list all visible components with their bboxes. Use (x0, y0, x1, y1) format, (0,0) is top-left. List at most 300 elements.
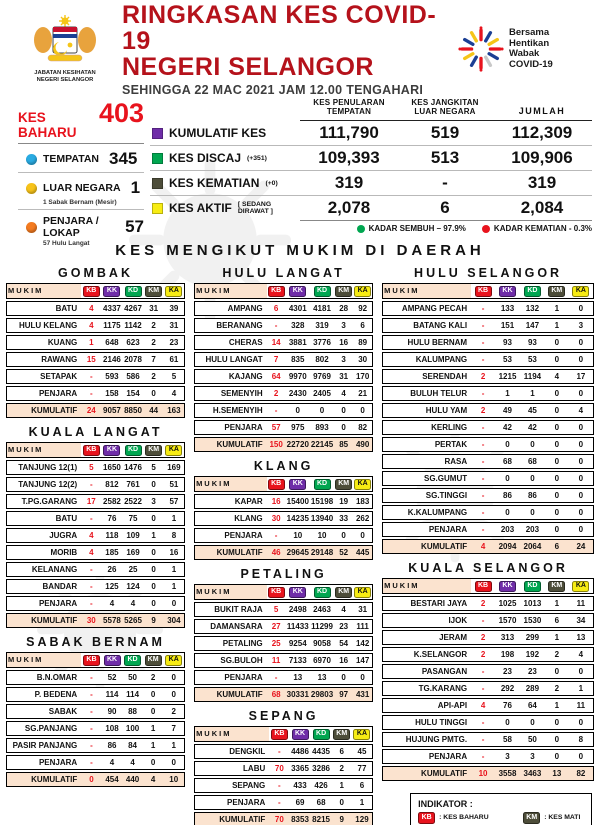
value-cell: 1 (545, 318, 569, 333)
mukim-name: SG.BULOH (194, 653, 267, 668)
indicator-chip-kk: KK (103, 445, 120, 457)
indicator-chip-kk: KK (499, 286, 516, 298)
value-cell: 0 (144, 477, 164, 492)
mukim-name: SERENDAH (382, 369, 471, 384)
value-cell: 30 (81, 613, 101, 628)
kumulatif-label: KUMULATIF (382, 539, 471, 554)
value-cell: 88 (122, 704, 143, 719)
district-table (6, 650, 185, 789)
value-cell: 30 (353, 352, 373, 367)
value-cell: - (81, 738, 102, 753)
value-cell: 53 (520, 352, 545, 367)
value-cell: 0 (569, 488, 594, 503)
mukim-name: BATANG KALI (382, 318, 471, 333)
poster-title-line1: RINGKASAN KES COVID-19 (122, 0, 437, 55)
value-cell: 25 (267, 636, 286, 651)
district-table (194, 582, 373, 704)
value-cell: 29645 (286, 545, 310, 560)
mukim-name: BESTARI JAYA (382, 596, 471, 611)
value-cell: 3881 (286, 335, 310, 350)
value-cell: 4 (334, 386, 353, 401)
starburst-icon (458, 26, 504, 72)
value-cell: 1 (164, 579, 185, 594)
breakdown-label: TEMPATAN (43, 153, 99, 165)
value-cell: - (81, 562, 101, 577)
value-cell: - (471, 471, 495, 486)
value-cell: 2582 (101, 494, 122, 509)
value-cell: 11433 (286, 619, 310, 634)
value-cell: 328 (286, 318, 310, 333)
value-cell: 7 (163, 721, 185, 736)
value-cell: 0 (144, 386, 164, 401)
indicator-chip-kk: KK (289, 587, 306, 599)
value-cell: 85 (334, 437, 353, 452)
value-cell: 0 (332, 795, 352, 810)
mukim-name: KELANANG (6, 562, 81, 577)
summary-col-header: KES PENULARAN TEMPATAN (300, 96, 398, 121)
mukim-row (194, 761, 373, 776)
cumulative-panel (144, 96, 592, 236)
value-cell: 16 (164, 545, 185, 560)
district-header-row (194, 584, 373, 600)
indicator-chip-kk: KK (104, 655, 121, 667)
indicator-header-cell (353, 584, 373, 600)
value-cell: 1 (352, 795, 373, 810)
summary-row-suffix: (+0) (265, 179, 278, 187)
value-cell: 0 (334, 420, 353, 435)
indicator-legend (410, 793, 592, 825)
mukim-row (194, 511, 373, 526)
value-cell: 1013 (520, 596, 545, 611)
value-cell: 9 (332, 812, 352, 825)
value-cell: 5 (164, 369, 185, 384)
poster-title-line2: NEGERI SELANGOR (122, 52, 374, 81)
mukim-row (382, 715, 594, 730)
mukim-name: KALUMPANG (382, 352, 471, 367)
mukim-header-cell: MUKIM (194, 584, 267, 600)
value-cell: 109 (122, 528, 143, 543)
value-cell: 147 (520, 318, 545, 333)
mukim-name: DENGKIL (194, 744, 269, 759)
value-cell: 3776 (310, 335, 334, 350)
indicator-header-cell (163, 652, 185, 668)
mukim-row (194, 352, 373, 367)
value-cell: 1 (545, 698, 569, 713)
value-cell: 8215 (311, 812, 332, 825)
value-cell: 5 (81, 460, 101, 475)
value-cell: 0 (286, 403, 310, 418)
value-cell: 3558 (495, 766, 520, 781)
mukim-name: HULU TINGGI (382, 715, 471, 730)
value-cell: 34 (569, 613, 594, 628)
legend-title: INDIKATOR : (418, 799, 473, 809)
value-cell: 0 (569, 505, 594, 520)
value-cell: 835 (286, 352, 310, 367)
value-cell: 0 (545, 420, 569, 435)
value-cell: 16 (334, 335, 353, 350)
value-cell: 0 (569, 335, 594, 350)
district-title: SABAK BERNAM (26, 635, 165, 649)
mukim-name: CHERAS (194, 335, 267, 350)
breakdown-item (26, 178, 144, 198)
value-cell: 3 (495, 749, 520, 764)
value-cell: 7133 (286, 653, 310, 668)
indicator-header-cell (545, 578, 569, 594)
value-cell: 11 (267, 653, 286, 668)
mukim-name: AMPANG (194, 301, 267, 316)
value-cell: 2 (143, 670, 164, 685)
indicator-chip-km: KM (548, 581, 565, 593)
mukim-row (382, 369, 594, 384)
mukim-name: PENJARA (382, 522, 471, 537)
indicator-header-cell (101, 283, 122, 299)
mukim-row (382, 681, 594, 696)
value-cell: 21 (353, 386, 373, 401)
value-cell: - (471, 318, 495, 333)
value-cell: 57 (164, 494, 185, 509)
value-cell: 2463 (310, 602, 334, 617)
value-cell: 761 (122, 477, 143, 492)
value-cell: 4 (81, 545, 101, 560)
value-cell: 2 (144, 318, 164, 333)
value-cell: 4267 (122, 301, 143, 316)
value-cell: 0 (334, 403, 353, 418)
value-cell: - (471, 664, 495, 679)
value-cell: 26 (101, 562, 122, 577)
indicator-chip-ka: KA (572, 286, 589, 298)
indicator-chip-kb: KB (83, 655, 100, 667)
value-cell: 118 (101, 528, 122, 543)
agency-name-line2: NEGERI SELANGOR (36, 76, 94, 83)
value-cell: 3365 (289, 761, 310, 776)
district-title: KUALA LANGAT (28, 425, 163, 439)
value-cell: 93 (520, 335, 545, 350)
mukim-row (382, 301, 594, 316)
mukim-row (6, 596, 185, 611)
mukim-row (382, 505, 594, 520)
legend-item (418, 812, 519, 824)
value-cell: - (269, 778, 289, 793)
value-cell: - (81, 670, 102, 685)
value-cell: 1 (143, 721, 164, 736)
value-cell: - (81, 687, 102, 702)
value-cell: 0 (163, 687, 185, 702)
kumulatif-label: KUMULATIF (6, 613, 81, 628)
value-cell: 46 (267, 545, 286, 560)
mukim-row (6, 579, 185, 594)
indicator-chip-kd: KD (314, 587, 331, 599)
indicator-chip-kd: KD (313, 729, 330, 741)
indicator-chip-kb: KB (271, 729, 288, 741)
value-cell: 11 (569, 596, 594, 611)
kumulatif-row (6, 613, 185, 628)
mukim-row (6, 687, 185, 702)
value-cell: 0 (569, 420, 594, 435)
mukim-row (194, 386, 373, 401)
mukim-name: SETAPAK (6, 369, 81, 384)
mukim-row (6, 352, 185, 367)
summary-value: 6 (440, 198, 450, 217)
summary-row-label (150, 171, 300, 196)
summary-value: 519 (398, 121, 492, 146)
breakdown-label: PENJARA / LOKAP (43, 215, 99, 239)
indicator-chip-km: KM (145, 445, 162, 457)
value-cell: 68 (311, 795, 332, 810)
value-cell: 1 (495, 386, 520, 401)
value-cell: 2064 (520, 539, 545, 554)
value-cell: 23 (520, 664, 545, 679)
value-cell: 86 (520, 488, 545, 503)
indicator-header-cell (81, 283, 101, 299)
value-cell: 2 (471, 369, 495, 384)
value-cell: 433 (289, 778, 310, 793)
mukim-header-cell: MUKIM (194, 283, 267, 299)
mukim-name: AMPANG PECAH (382, 301, 471, 316)
value-cell: 4181 (310, 301, 334, 316)
district-table (6, 440, 185, 630)
mukim-row (6, 545, 185, 560)
legend-square-icon (152, 203, 163, 214)
value-cell: 11 (569, 698, 594, 713)
mukim-name: JUGRA (6, 528, 81, 543)
value-cell: 9058 (310, 636, 334, 651)
value-cell: 93 (495, 335, 520, 350)
value-cell: 2430 (286, 386, 310, 401)
indicator-chip-kd: KD (125, 286, 142, 298)
value-cell: - (471, 732, 495, 747)
mukim-name: SABAK (6, 704, 81, 719)
legend-label: : KES MATI (544, 814, 581, 822)
value-cell: 29803 (310, 687, 334, 702)
district-header-row (194, 283, 373, 299)
mukim-name: SEPANG (194, 778, 269, 793)
value-cell: 6 (352, 778, 373, 793)
indicator-header-cell (334, 476, 353, 492)
value-cell: 163 (164, 403, 185, 418)
indicator-header-cell (471, 283, 495, 299)
value-cell: 10 (310, 528, 334, 543)
value-cell: 22145 (310, 437, 334, 452)
value-cell: 16 (267, 494, 286, 509)
district-title: KLANG (253, 459, 314, 473)
indicator-header-cell (144, 283, 164, 299)
value-cell: 31 (334, 369, 353, 384)
value-cell: 3463 (520, 766, 545, 781)
indicator-chip-kd: KD (314, 286, 331, 298)
value-cell: 76 (101, 511, 122, 526)
mukim-name: JERAM (382, 630, 471, 645)
indicator-chip-kb: KB (475, 581, 492, 593)
value-cell: - (471, 505, 495, 520)
value-cell: 1142 (122, 318, 143, 333)
value-cell: 22720 (286, 437, 310, 452)
value-cell: 0 (144, 545, 164, 560)
mukim-name: RASA (382, 454, 471, 469)
value-cell: 9254 (286, 636, 310, 651)
value-cell: 6 (267, 301, 286, 316)
table-column-middle (194, 261, 373, 825)
value-cell: 24 (569, 539, 594, 554)
value-cell: 3 (569, 318, 594, 333)
death-rate-text: KADAR KEMATIAN - 0.3% (493, 224, 592, 233)
header (0, 0, 600, 97)
value-cell: 114 (122, 687, 143, 702)
value-cell: 1 (163, 738, 185, 753)
value-cell: - (81, 721, 102, 736)
coat-of-arms-icon (32, 15, 98, 65)
mukim-row (382, 454, 594, 469)
kumulatif-row (382, 539, 594, 554)
summary-row-label (150, 146, 300, 171)
value-cell: 52 (334, 545, 353, 560)
value-cell: - (81, 755, 102, 770)
value-cell: 0 (545, 749, 569, 764)
indicator-chip-km: KM (335, 479, 352, 491)
summary-value: 2,078 (327, 198, 371, 217)
value-cell: 3 (144, 494, 164, 509)
kumulatif-label: KUMULATIF (6, 772, 81, 787)
new-cases-panel (18, 96, 144, 247)
value-cell: 0 (143, 687, 164, 702)
mukim-row (382, 488, 594, 503)
value-cell: 0 (144, 562, 164, 577)
mukim-row (194, 619, 373, 634)
kumulatif-label: KUMULATIF (194, 545, 267, 560)
summary-grid (150, 96, 592, 220)
value-cell: 431 (353, 687, 373, 702)
value-cell: 27 (267, 619, 286, 634)
mukim-name: BUKIT RAJA (194, 602, 267, 617)
mukim-row (382, 698, 594, 713)
mukim-row (194, 318, 373, 333)
value-cell: 10 (471, 766, 495, 781)
kumulatif-label: KUMULATIF (194, 812, 269, 825)
value-cell: 82 (353, 420, 373, 435)
value-cell: 45 (520, 403, 545, 418)
mukim-name: K.KALUMPANG (382, 505, 471, 520)
district-table (6, 281, 185, 420)
value-cell: 2 (267, 386, 286, 401)
kumulatif-row (194, 545, 373, 560)
indicator-chip-kk: KK (292, 729, 309, 741)
mukim-name: MORIB (6, 545, 81, 560)
value-cell: 183 (353, 494, 373, 509)
mukim-name: BERANANG (194, 318, 267, 333)
value-cell: 304 (164, 613, 185, 628)
mukim-name: HULU LANGAT (194, 352, 267, 367)
indicator-chip-km: KM (145, 286, 162, 298)
value-cell: 0 (569, 715, 594, 730)
indicator-chip-km: KM (335, 587, 352, 599)
value-cell: 108 (102, 721, 123, 736)
value-cell: 24 (81, 403, 101, 418)
district-header-row (6, 283, 185, 299)
summary-row-suffix: [ SEDANG DIRAWAT ] (237, 201, 273, 215)
legend-square-icon (152, 128, 163, 139)
mukim-name: PETALING (194, 636, 267, 651)
indicator-chip-kb: KB (268, 286, 285, 298)
value-cell: 70 (269, 761, 289, 776)
mukim-name: BATU (6, 301, 81, 316)
indicator-header-cell (101, 442, 122, 458)
poster-subtitle: SEHINGGA 22 MAC 2021 JAM 12.00 TENGAHARI (122, 82, 424, 97)
value-cell: 49 (495, 403, 520, 418)
district-header-row (6, 652, 185, 668)
mukim-name: PERTAK (382, 437, 471, 452)
mukim-row (6, 301, 185, 316)
value-cell: 4 (545, 369, 569, 384)
kumulatif-label: KUMULATIF (6, 403, 81, 418)
breakdown-note: 1 Sabak Bernam (Mesir) (43, 199, 117, 206)
table-column-right (382, 261, 594, 825)
value-cell: 30331 (286, 687, 310, 702)
mukim-name: DAMANSARA (194, 619, 267, 634)
value-cell: 648 (101, 335, 122, 350)
mukim-row (194, 636, 373, 651)
value-cell: 490 (353, 437, 373, 452)
value-cell: 29148 (310, 545, 334, 560)
mukim-name: HULU BERNAM (382, 335, 471, 350)
indicator-chip-kd: KD (124, 655, 141, 667)
legend-item (523, 812, 584, 824)
value-cell: - (471, 454, 495, 469)
value-cell: - (269, 744, 289, 759)
agency-name-line1: JABATAN KESIHATAN (34, 69, 96, 76)
value-cell: 13 (545, 766, 569, 781)
value-cell: - (81, 596, 101, 611)
district-title: HULU LANGAT (222, 266, 345, 280)
value-cell: 125 (101, 579, 122, 594)
indicator-header-cell (311, 726, 332, 742)
indicator-chip-kb: KB (418, 812, 435, 824)
indicator-chip-kb: KB (268, 479, 285, 491)
value-cell: 2498 (286, 602, 310, 617)
value-cell: 4 (81, 301, 101, 316)
value-cell: 132 (520, 301, 545, 316)
mukim-row (194, 670, 373, 685)
value-cell: 0 (569, 301, 594, 316)
value-cell: 5578 (101, 613, 122, 628)
mukim-header-cell: MUKIM (194, 726, 269, 742)
district-title: HULU SELANGOR (414, 266, 563, 280)
mukim-row (6, 335, 185, 350)
value-cell: 42 (495, 420, 520, 435)
value-cell: 203 (495, 522, 520, 537)
value-cell: 426 (311, 778, 332, 793)
indicator-header-cell (267, 283, 286, 299)
mukim-name: HUJUNG PMTG. (382, 732, 471, 747)
mukim-name: PENJARA (194, 795, 269, 810)
mukim-row (382, 437, 594, 452)
district-table (194, 281, 373, 454)
indicator-header-cell (495, 283, 520, 299)
mukim-row (194, 653, 373, 668)
value-cell: 4 (164, 386, 185, 401)
indicator-header-cell (143, 652, 164, 668)
summary-value: 111,790 (300, 121, 398, 146)
value-cell: 0 (569, 522, 594, 537)
mukim-name: TANJUNG 12(1) (6, 460, 81, 475)
indicator-header-cell (353, 283, 373, 299)
value-cell: 0 (144, 579, 164, 594)
value-cell: 586 (122, 369, 143, 384)
value-cell: 6 (332, 744, 352, 759)
value-cell: 70 (269, 812, 289, 825)
value-cell: 7 (144, 352, 164, 367)
summary-row-text: KES DISCAJ (169, 151, 242, 165)
mukim-row (194, 403, 373, 418)
mukim-row (382, 630, 594, 645)
